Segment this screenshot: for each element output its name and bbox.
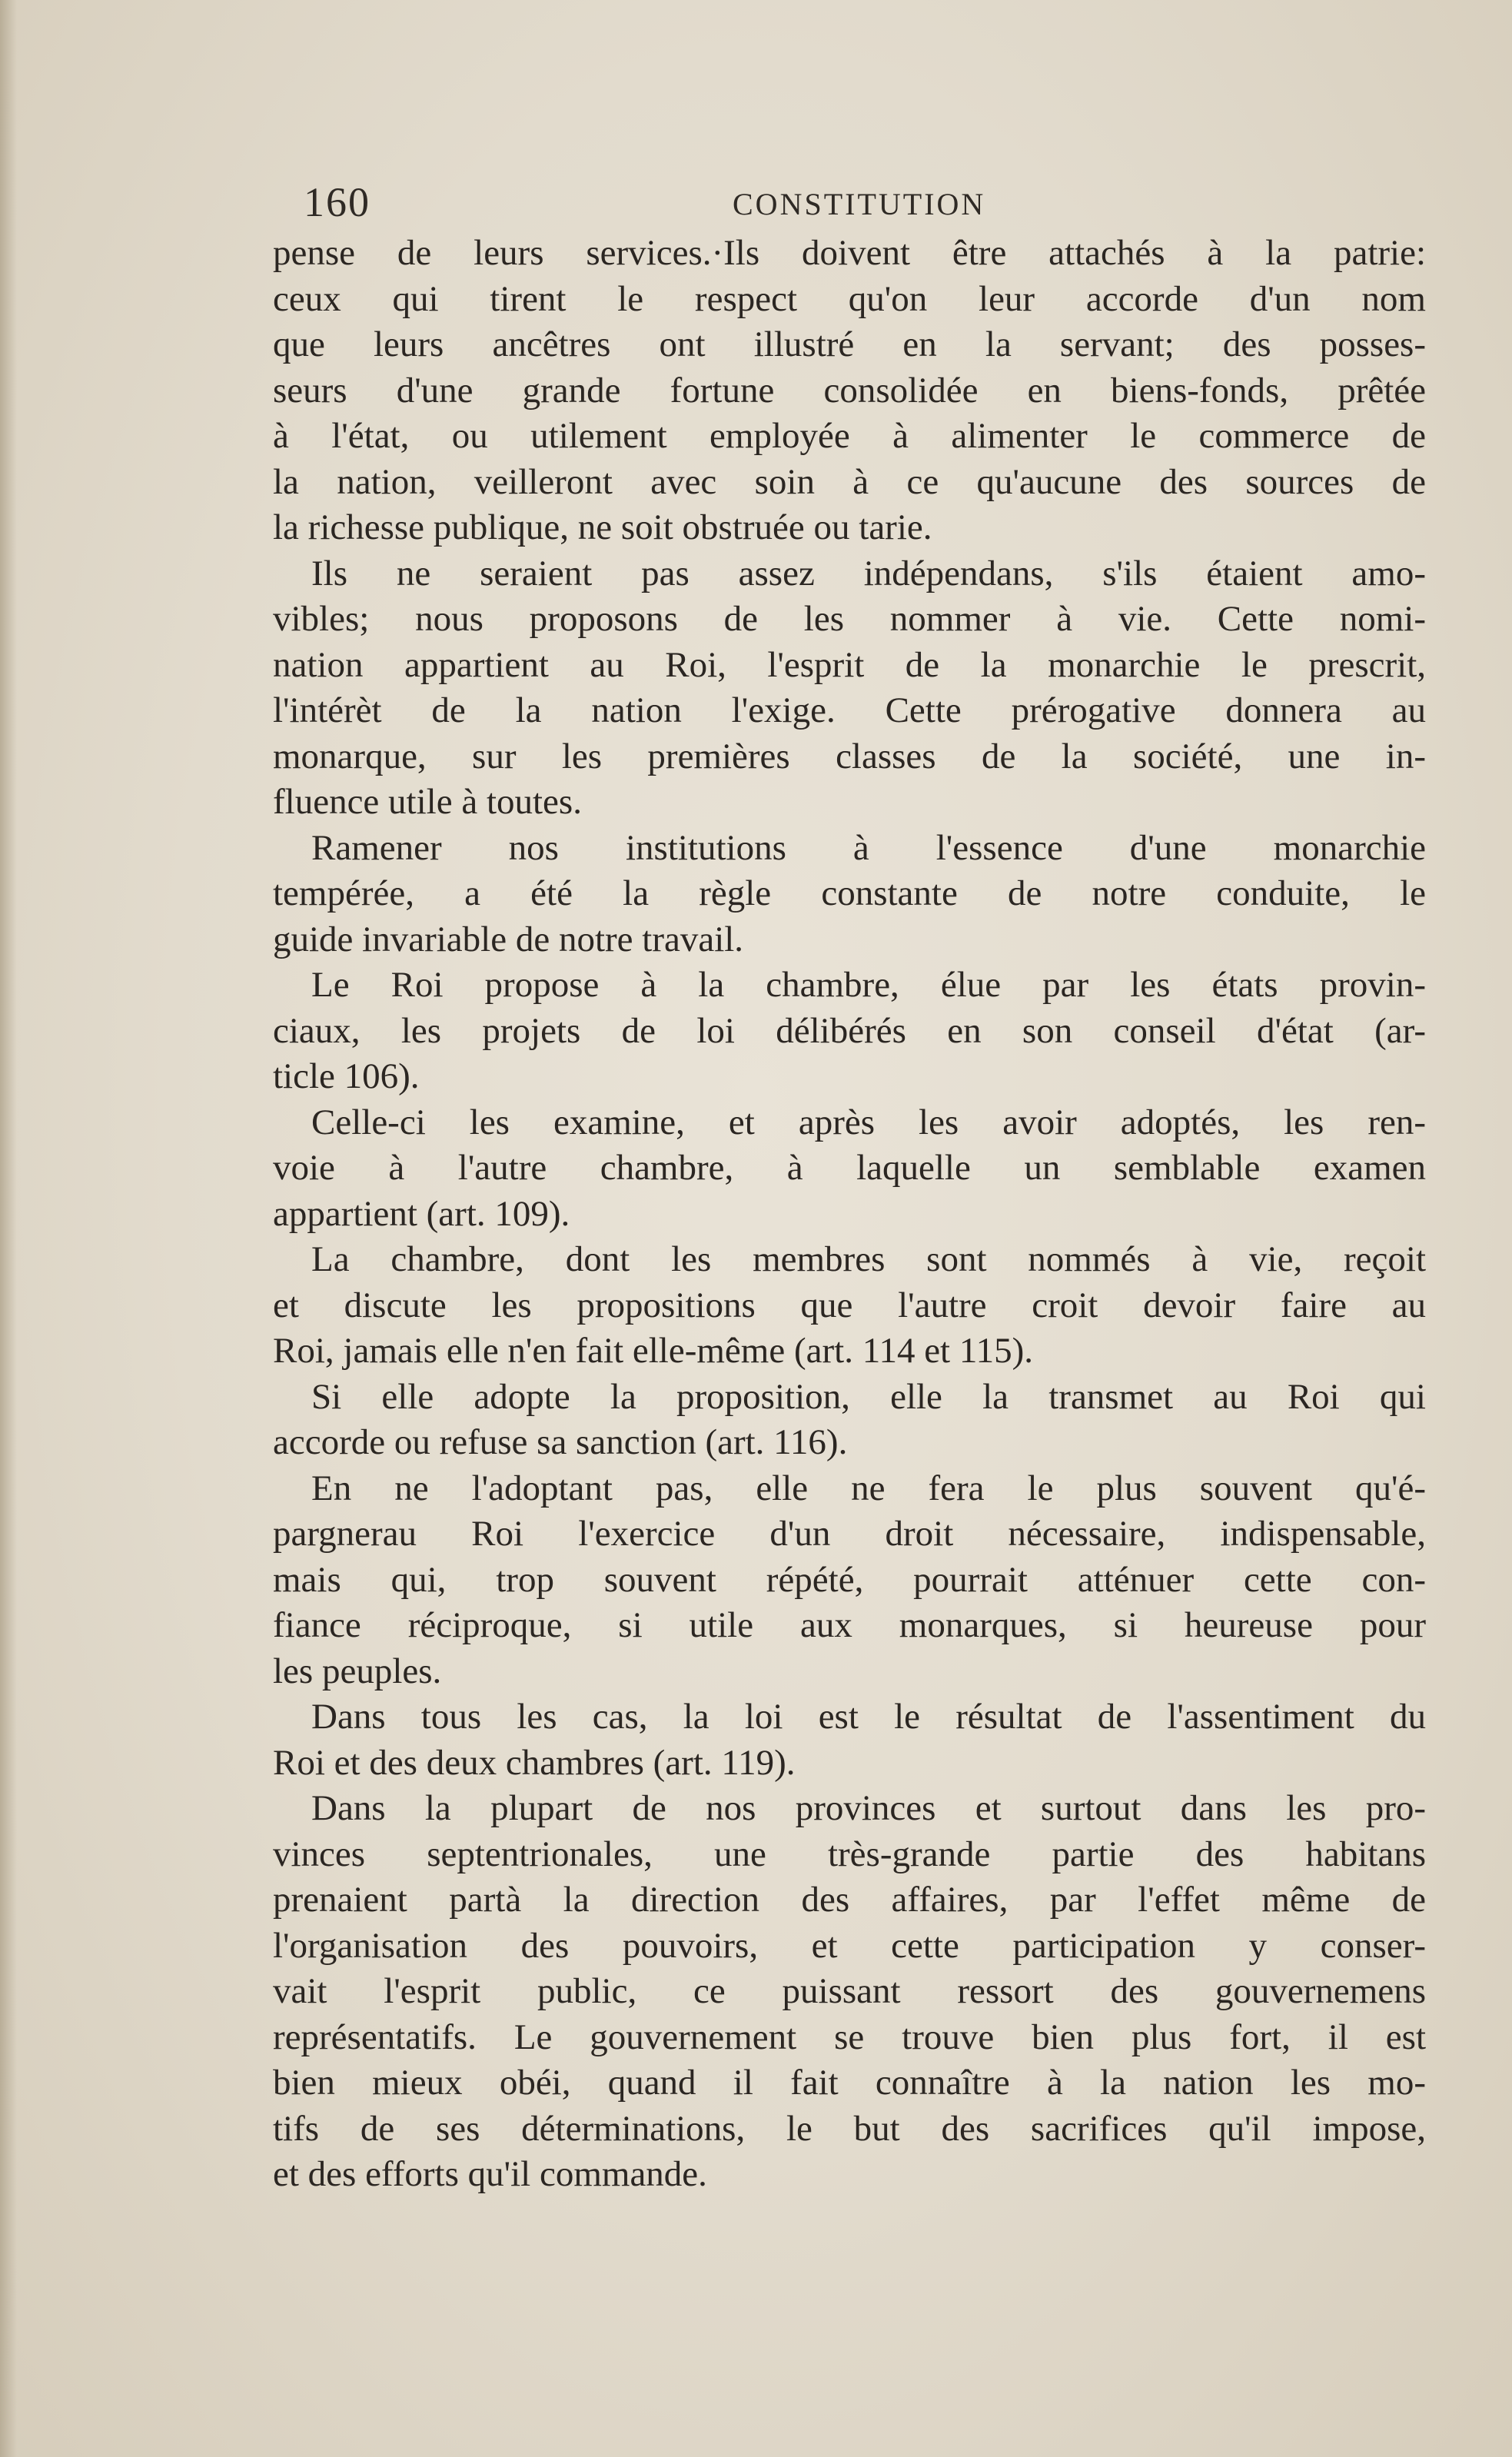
text-line: Dans tous les cas, la loi est le résultat de l'assentiment du	[311, 1697, 1426, 1737]
text-line: la nation, veilleront avec soin à ce qu'aucune des sources de	[273, 461, 1426, 502]
text-line: ceux qui tirent le respect qu'on leur accorde d'un nom	[273, 278, 1426, 319]
text-line: l'organisation des pouvoirs, et cette participation y conser-	[273, 1925, 1426, 1966]
text-line: nation appartient au Roi, l'esprit de la monarchie le prescrit,	[273, 644, 1426, 685]
text-line: fluence utile à toutes.	[273, 782, 582, 822]
text-line: que leurs ancêtres ont illustré en la servant; des posses-	[273, 324, 1426, 364]
text-line: pense de leurs services.·Ils doivent être attachés à la patrie:	[273, 233, 1426, 273]
text-line: accorde ou refuse sa sanction (art. 116).	[273, 1422, 848, 1462]
text-line: La chambre, dont les membres sont nommés à vie, reçoit	[311, 1239, 1426, 1279]
text-line: Dans la plupart de nos provinces et surtout dans les pro-	[311, 1788, 1426, 1828]
text-line: Roi, jamais elle n'en fait elle-même (art. 114 et 115).	[273, 1331, 1034, 1371]
text-line: mais qui, trop souvent répété, pourrait atténuer cette con-	[273, 1559, 1426, 1600]
body-text	[273, 231, 1426, 2198]
page-edge-shadow	[0, 0, 17, 2457]
text-line: fiance réciproque, si utile aux monarques, si heureuse pour	[273, 1605, 1426, 1645]
text-line: vinces septentrionales, une très-grande partie des habitans	[273, 1834, 1426, 1874]
text-line: Le Roi propose à la chambre, élue par les états provin-	[311, 965, 1426, 1005]
text-line: vibles; nous proposons de les nommer à vie. Cette nomi-	[273, 599, 1426, 639]
text-line: représentatifs. Le gouvernement se trouve bien plus fort, il est	[273, 2016, 1426, 2057]
text-line: et discute les propositions que l'autre croit devoir faire au	[273, 1285, 1426, 1325]
text-line: vait l'esprit public, ce puissant ressort des gouvernemens	[273, 1971, 1426, 2011]
text-line: seurs d'une grande fortune consolidée en biens-fonds, prêtée	[273, 370, 1426, 411]
text-line: Si elle adopte la proposition, elle la transmet au Roi qui	[311, 1376, 1426, 1417]
text-line: tifs de ses déterminations, le but des sacrifices qu'il impose,	[273, 2108, 1426, 2149]
running-title: CONSTITUTION	[733, 187, 986, 221]
text-line: En ne l'adoptant pas, elle ne fera le plus souvent qu'é-	[311, 1468, 1426, 1508]
text-line: la richesse publique, ne soit obstruée ou tarie.	[273, 507, 932, 547]
text-line: ciaux, les projets de loi délibérés en son conseil d'état (ar-	[273, 1010, 1426, 1051]
text-line: pargnerau Roi l'exercice d'un droit nécessaire, indispensable,	[273, 1514, 1426, 1554]
text-line: appartient (art. 109).	[273, 1193, 570, 1234]
text-line: Celle-ci les examine, et après les avoir adoptés, les ren-	[311, 1102, 1426, 1142]
page-header	[304, 178, 1411, 232]
text-line: tempérée, a été la règle constante de notre conduite, le	[273, 873, 1426, 913]
text-line: guide invariable de notre travail.	[273, 919, 744, 959]
text-line: bien mieux obéi, quand il fait connaître à la nation les mo-	[273, 2063, 1426, 2103]
text-line: l'intérèt de la nation l'exige. Cette prérogative donnera au	[273, 690, 1426, 730]
text-line: voie à l'autre chambre, à laquelle un semblable examen	[273, 1148, 1426, 1188]
text-line: monarque, sur les premières classes de la société, une in-	[273, 736, 1426, 776]
text-line: Roi et des deux chambres (art. 119).	[273, 1742, 796, 1783]
text-line: Ils ne seraient pas assez indépendans, s'ils étaient amo-	[311, 553, 1426, 593]
text-line: à l'état, ou utilement employée à alimenter le commerce de	[273, 416, 1426, 456]
text-line: prenaient partà la direction des affaires, par l'effet même de	[273, 1880, 1426, 1920]
text-line: ticle 106).	[273, 1056, 420, 1096]
text-line: Ramener nos institutions à l'essence d'une monarchie	[311, 827, 1426, 868]
text-line: et des efforts qu'il commande.	[273, 2154, 707, 2194]
page-number: 160	[304, 179, 371, 225]
text-line: les peuples.	[273, 1651, 442, 1691]
